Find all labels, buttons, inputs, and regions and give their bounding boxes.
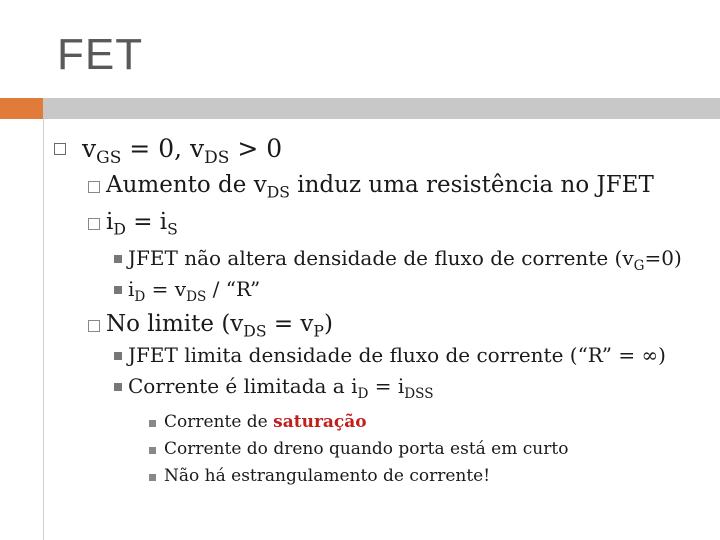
bullet-aumento: Aumento de $v_{DS}$ induz uma resistência no JFET: [106, 172, 654, 202]
bullet-vgs-vds: $v_{GS} = 0$, $v_{DS} > 0$: [82, 134, 283, 168]
bullet-square-icon: [114, 286, 122, 294]
bullet-corrente-dreno: Corrente do dreno quando porta está em curto: [164, 439, 569, 459]
bullet-corrente-limitada: Corrente é limitada a $i_D = i_{DSS}$: [128, 374, 434, 402]
bullet-id-is: $i_D = i_S$: [106, 209, 178, 239]
highlight-saturacao: saturação: [273, 412, 367, 432]
bullet-square-icon: [149, 447, 156, 454]
accent-bar: [0, 98, 43, 119]
bullet-box-icon: [88, 320, 100, 332]
bullet-nao-ha-estrangulamento: Não há estrangulamento de corrente!: [164, 466, 491, 486]
bullet-box-icon: [88, 181, 100, 193]
header-bar: [43, 98, 720, 119]
bullet-no-limite: No limite $(v_{DS} = v_P)$: [106, 311, 333, 341]
bullet-jfet-nao-altera: JFET não altera densidade de fluxo de corrente $(v_G=0)$: [128, 246, 682, 274]
bullet-square-icon: [114, 255, 122, 263]
bullet-square-icon: [149, 420, 156, 427]
bullet-square-icon: [114, 352, 122, 360]
bullet-id-vds-r: $i_D = v_{DS}$ / “R”: [128, 277, 261, 305]
bullet-square-icon: [114, 383, 122, 391]
bullet-box-icon: [88, 218, 100, 230]
left-rule: [43, 119, 44, 540]
slide-title: FET: [57, 30, 144, 79]
bullet-corrente-saturacao: Corrente de saturação: [164, 412, 367, 432]
bullet-box-icon: [54, 143, 66, 155]
bullet-square-icon: [149, 474, 156, 481]
bullet-jfet-limita: JFET limita densidade de fluxo de corrente (“R” = ∞): [128, 343, 666, 367]
